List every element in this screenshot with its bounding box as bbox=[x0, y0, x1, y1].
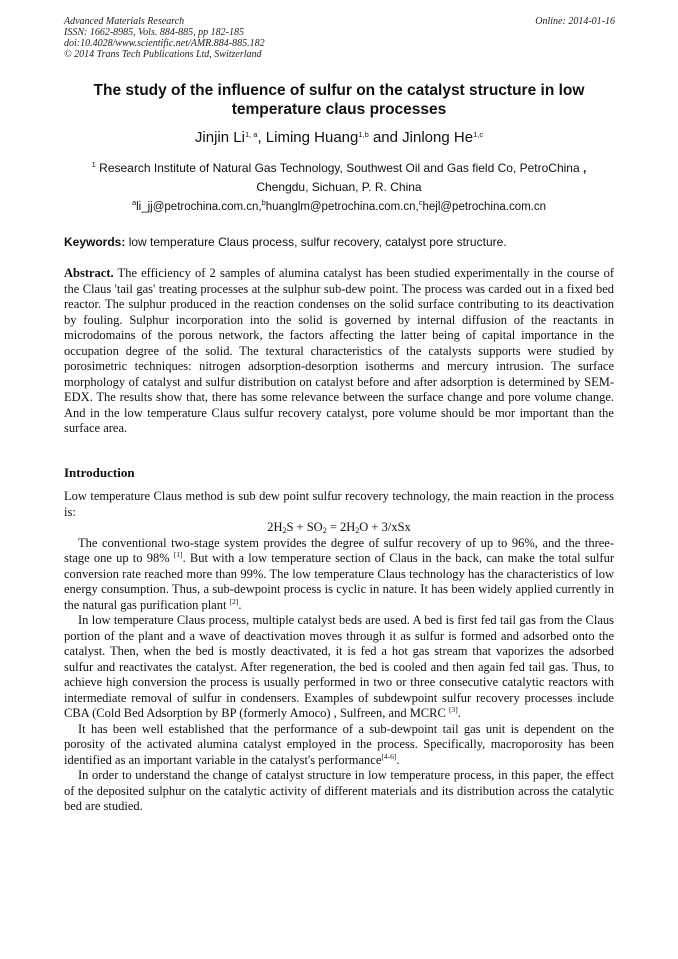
affiliation-line-2: Chengdu, Sichuan, P. R. China bbox=[256, 180, 422, 194]
author-affil-mark: 1, a bbox=[244, 130, 258, 139]
doi-line: doi:10.4028/www.scientific.net/AMR.884-885.182 bbox=[64, 38, 265, 49]
email-mark: c bbox=[418, 198, 423, 207]
affiliation bbox=[64, 159, 614, 197]
author-separator: and bbox=[368, 129, 403, 146]
paper-title: The study of the influence of sulfur on the catalyst structure in low temperature claus processes bbox=[93, 82, 585, 118]
citation-ref: [4-6] bbox=[381, 751, 397, 761]
online-date: Online: 2014-01-16 bbox=[535, 16, 615, 27]
intro-paragraph-2: The conventional two-stage system provides the degree of sulfur recovery of up to 96%, and the three-stage one up to 98% [1]. But with a low temperature section of Claus in the back, can make the total sulfur conversion rate reached more than 99%. The low temperature Claus technology has the characteristics of low energy consumption. Thus, a sub-dewpoint process is cyclic in nature. It has been widely applied currently in the natural gas purification plant [2]. bbox=[64, 535, 615, 612]
email-address: huanglm@petrochina.com.cn bbox=[265, 201, 416, 213]
author-name: Jinjin Li bbox=[194, 129, 245, 146]
journal-name: Advanced Materials Research bbox=[64, 16, 185, 27]
reaction-equation: $2H_2S + SO_2 = 2H_2O + 3/xSx$ bbox=[267, 520, 411, 535]
email-separator: , bbox=[258, 201, 262, 213]
author-name: Jinlong He bbox=[402, 129, 474, 146]
email-list bbox=[64, 199, 614, 215]
intro-paragraph-3: In low temperature Claus process, multiple catalyst beds are used. A bed is first fed tail gas from the Claus portion of the plant and a wave of deactivation moves through it as sulfur is formed and adsorbed onto the catalyst. Then, when the bed is mostly deactivated, it is fed a hot gas stream that vaporizes the adsorbed sulfur and reactivates the catalyst. After regeneration, the bed is cooled and then again fed tail gas. Thus, to achieve high conversion the process is usually performed in two or three consecutive catalytic reactors with intermediate removal of sulfur in condensers. Examples of subdewpoint sulfur recovery processes include CBA (Cold Bed Adsorption by BP (formerly Amoco) , Sulfreen, and MCRC [3]. bbox=[64, 613, 614, 720]
introduction-body bbox=[64, 489, 614, 815]
citation-ref: [2] bbox=[229, 596, 239, 606]
citation-ref: [1] bbox=[173, 550, 183, 559]
author-list bbox=[64, 128, 614, 148]
copyright-line: © 2014 Trans Tech Publications Ltd, Switzerland bbox=[64, 49, 262, 60]
abstract-text: The efficiency of 2 samples of alumina catalyst has been studied experimentally in the course of the Claus 'tail gas' treating processes at the sulphur sub-dew point. The process was carded out in a fixed bed reactor. The sulphur produced in the reaction condenses on the solid surface contributing to its deactivation by fouling. Sulphur incorporation into the solid is governed by internal diffusion of the reactants in microdomains of the porous network, the factors affecting the latter being of capital importance in the occupation degree of the solid. The textural characteristics of the catalysts supports were studied by porosimetric techniques: nitrogen adsorption-desorption isotherms and mercury intrusion. The surface morphology of catalyst and sulfur distribution on catalyst before and after adsorption is determined by SEM-EDX. The results show that, there has some relevance between the surface change and pore volume change. And in the low temperature Claus sulfur recovery catalyst, pore volume should be mor important than the surface area. bbox=[64, 266, 614, 435]
issn-line: ISSN: 1662-8985, Vols. 884-885, pp 182-185 bbox=[64, 27, 244, 38]
email-mark: b bbox=[261, 198, 266, 207]
keywords-label: Keywords: bbox=[64, 235, 126, 249]
author-affil-mark: 1,b bbox=[358, 130, 369, 139]
intro-paragraph-1: Low temperature Claus method is sub dew point sulfur recovery technology, the main reaction in the process is: bbox=[64, 489, 614, 519]
section-heading-introduction: Introduction bbox=[64, 465, 135, 480]
journal-header bbox=[64, 16, 265, 60]
email-address: li_jj@petrochina.com.cn bbox=[136, 201, 259, 213]
affiliation-line-1: Research Institute of Natural Gas Technology, Southwest Oil and Gas field Co, PetroChina bbox=[99, 161, 580, 175]
email-separator: , bbox=[415, 201, 419, 213]
intro-paragraph-5: In order to understand the change of catalyst structure in low temperature process, in this paper, the effect of the deposited sulphur on the catalytic activity of different materials and its distribution across the catalytic bed are studied. bbox=[64, 768, 614, 813]
abstract-label: Abstract. bbox=[64, 266, 114, 280]
keywords-text: low temperature Claus process, sulfur recovery, catalyst pore structure. bbox=[125, 235, 507, 249]
author-affil-mark: 1,c bbox=[473, 130, 484, 139]
email-address: hejl@petrochina.com.cn bbox=[422, 201, 547, 213]
author-name: Liming Huang bbox=[265, 129, 359, 146]
citation-ref: [3] bbox=[448, 705, 458, 714]
affiliation-line-1-end: , bbox=[579, 161, 587, 175]
author-separator: , bbox=[257, 129, 266, 146]
affiliation-mark: 1 bbox=[91, 160, 96, 169]
abstract bbox=[64, 266, 614, 437]
email-mark: a bbox=[131, 198, 137, 207]
intro-paragraph-4: It has been well established that the performance of a sub-dewpoint tail gas unit is dependent on the porosity of the activated alumina catalyst employed in the process. Specifically, macroporosity has been identified as an important variable in the catalyst's performance[4-6]. bbox=[64, 721, 614, 767]
keywords bbox=[64, 234, 614, 250]
